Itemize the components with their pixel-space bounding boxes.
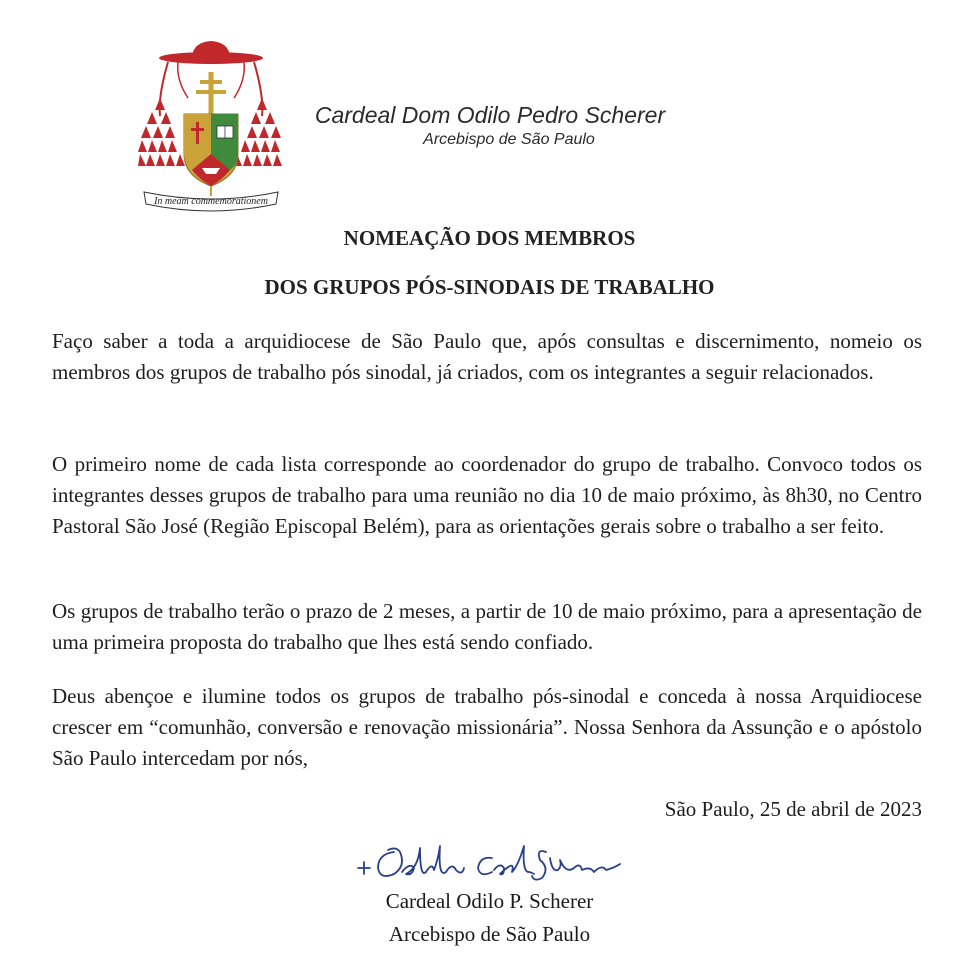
paragraph-4: Deus abençoe e ilumine todos os grupos de trabalho pós-sinodal e conceda à nossa Arquidiocese crescer em “comunhão, conversão e renovação missionária”. Nossa Senhora da Assunção e o apóstolo São Paulo intercedam por nós,: [52, 684, 922, 770]
paragraph-2: O primeiro nome de cada lista corresponde ao coordenador do grupo de trabalho. Convoco todos os integrantes desses grupos de trabalho para uma reunião no dia 10 de maio próximo, às 8h30, no Centro Pastoral São José (Região Episcopal Belém), para as orientações gerais sobre o trabalho a ser feito.: [52, 452, 922, 538]
document-title-line-1: NOMEAÇÃO DOS MEMBROS: [343, 226, 636, 250]
signatory-name: Cardeal Odilo P. Scherer: [385, 889, 594, 913]
document-title-line-2: DOS GRUPOS PÓS-SINODAIS DE TRABALHO: [264, 275, 715, 299]
date-line: São Paulo, 25 de abril de 2023: [664, 797, 922, 821]
coat-motto: In meam commemorationem: [154, 196, 268, 207]
paragraph-3: Os grupos de trabalho terão o prazo de 2 meses, a partir de 10 de maio próximo, para a apresentação de uma primeira proposta do trabalho que lhes está sendo confiado.: [52, 599, 922, 654]
letterhead-role: Arcebispo de São Paulo: [423, 131, 595, 148]
signatory-role: Arcebispo de São Paulo: [388, 922, 591, 946]
letterhead: [300, 100, 680, 150]
coat-of-arms-emblem: [138, 36, 284, 222]
letterhead-name: Cardeal Dom Odilo Pedro Scherer: [314, 102, 666, 128]
handwritten-signature: [354, 838, 624, 886]
paragraph-1: Faço saber a toda a arquidiocese de São Paulo que, após consultas e discernimento, nomeio os membros dos grupos de trabalho pós sinodal, já criados, com os integrantes a seguir relacionados.: [52, 329, 922, 384]
